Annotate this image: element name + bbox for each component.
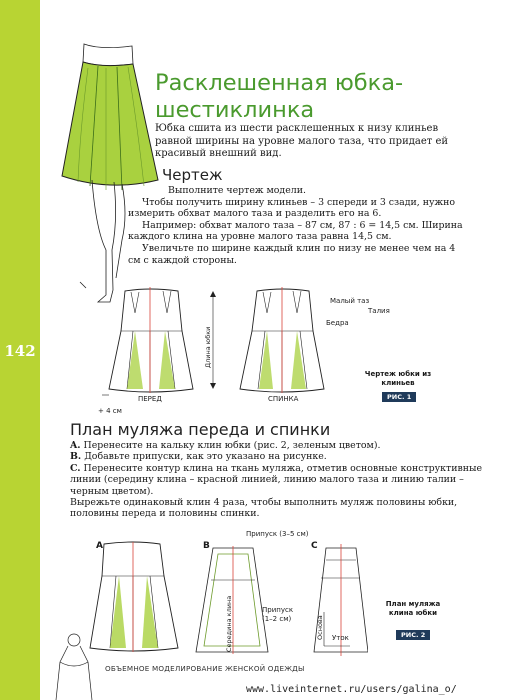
- section-heading-drawing: Чертеж: [162, 166, 223, 184]
- section1-p4: Увеличьте по ширине каждый клин по низу не менее чем на 4 см с каждой стороны.: [128, 242, 456, 266]
- title-line-1: Расклешенная юбка-: [155, 70, 404, 96]
- label-allowance-top: Припуск (3–5 см): [246, 530, 309, 538]
- page-title: [155, 70, 500, 124]
- title-line-2: шестиклинка: [155, 97, 315, 123]
- section-heading-mockup: План муляжа переда и спинки: [70, 420, 331, 439]
- label-allowance-side: Припуск (1–2 см): [262, 606, 294, 623]
- figure2-letter-b: B: [203, 541, 210, 551]
- section1-p3: Например: обхват малого таза – 87 см, 87 : 6 = 14,5 см. Ширина каждого клина на уровне малого таза равна 14,5 см.: [128, 219, 463, 243]
- figure2-letter-a: A: [96, 541, 103, 551]
- label-hips: Бедра: [326, 319, 349, 327]
- intro-text: Юбка сшита из шести расклешенных к низу клиньев равной ширины на уровне малого таза, что придает ей красивый внешний вид.: [155, 123, 449, 159]
- figure2-caption: План муляжа клина юбки: [385, 600, 441, 617]
- step-b: B. Добавьте припуски, как это указано на рисунке.: [70, 451, 327, 463]
- label-plus-4cm: + 4 см: [98, 407, 122, 415]
- figure2-badge: РИС. 2: [396, 630, 430, 640]
- skirt-illustration: [40, 40, 165, 320]
- footer-title: ОБЪЕМНОЕ МОДЕЛИРОВАНИЕ ЖЕНСКОЙ ОДЕЖДЫ: [105, 664, 305, 673]
- section2-body: [70, 440, 485, 520]
- label-front: ПЕРЕД: [138, 395, 162, 403]
- section1-p1: Выполните чертеж модели.: [168, 185, 306, 196]
- section1-body: [128, 185, 468, 266]
- figure1-badge: РИС. 1: [382, 392, 416, 402]
- figure1-caption: Чертеж юбки из клиньев: [364, 370, 432, 387]
- step-c: C. Перенесите контур клина на ткань муляжа, отметив основные конструктивные линии (середину клина – красной линией, линию малого таза и линию талии – черным цветом).: [70, 462, 482, 497]
- label-warp: Основа: [316, 615, 324, 640]
- section1-p2: Чтобы получить ширину клиньев – 3 спереди и 3 сзади, нужно измерить обхват малого таза и разделить его на 6.: [128, 196, 456, 220]
- source-url: www.liveinternet.ru/users/galina_o/: [246, 684, 457, 695]
- label-small-hip: Малый таз: [330, 297, 370, 305]
- step-final: Вырежьте одинаковый клин 4 раза, чтобы выполнить муляж половины юбки, половины переда и половины спинки.: [70, 497, 458, 520]
- label-skirt-length: Длина юбки: [204, 326, 212, 368]
- page-number: 142: [4, 342, 36, 360]
- figure-sketch: [48, 630, 98, 700]
- figure1-draft: [95, 283, 345, 408]
- label-weft: Уток: [332, 634, 349, 642]
- label-back: СПИНКА: [268, 395, 299, 403]
- label-wedge-middle: Середина клина: [225, 595, 233, 652]
- step-a: A. Перенесите на кальку клин юбки (рис. 2, зеленым цветом).: [70, 440, 381, 451]
- label-waist: Талия: [368, 307, 390, 315]
- figure2-letter-c: C: [311, 541, 318, 551]
